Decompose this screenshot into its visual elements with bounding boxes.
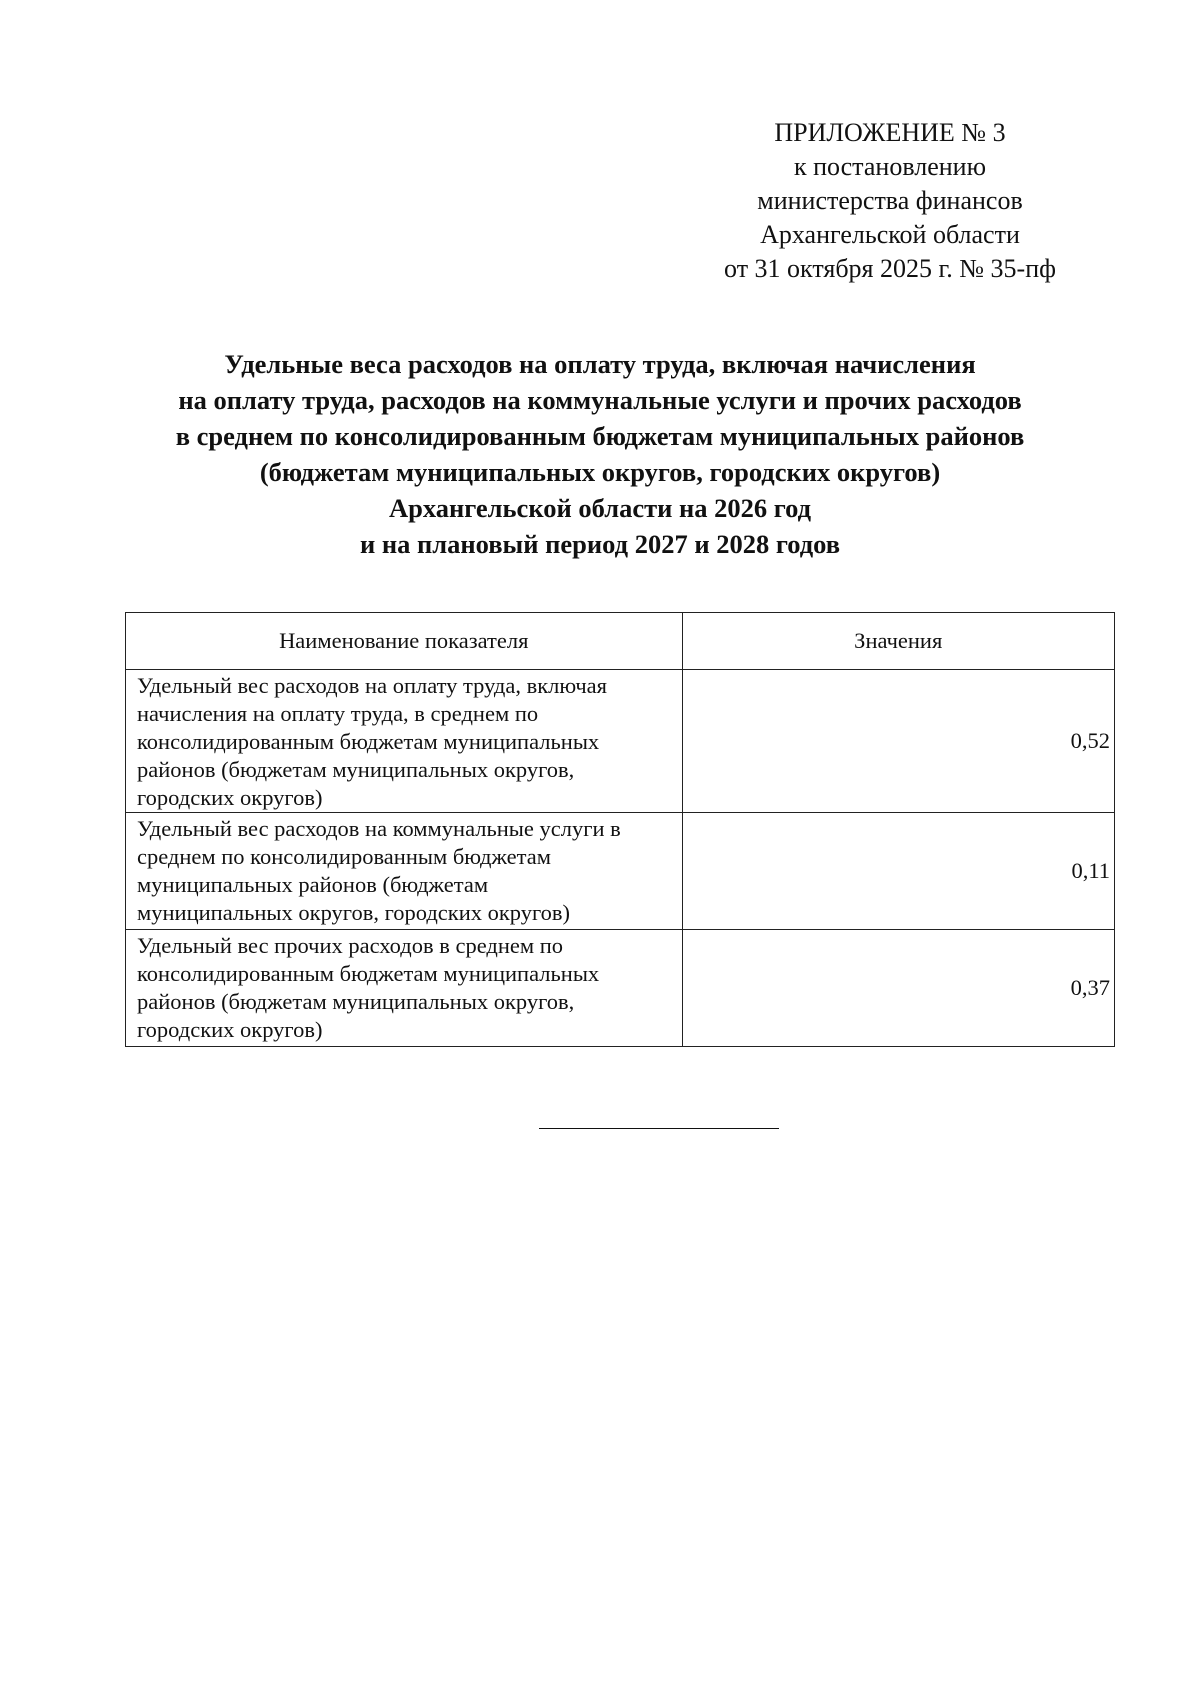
indicator-name-line: среднем по консолидированным бюджетам: [137, 844, 551, 869]
indicator-name-line: консолидированным бюджетам муниципальных: [137, 961, 600, 986]
indicator-value-cell: 0,52: [682, 670, 1115, 813]
indicator-name-line: Удельный вес прочих расходов в среднем по: [137, 933, 564, 958]
end-of-document-divider: [539, 1128, 779, 1129]
appendix-issuer: министерства финансов: [757, 186, 1023, 215]
indicator-name-line: начисления на оплату труда, в среднем по: [137, 701, 539, 726]
appendix-number: ПРИЛОЖЕНИЕ № 3: [774, 118, 1006, 147]
appendix-block: [680, 116, 1100, 286]
appendix-reference: к постановлению: [793, 152, 987, 181]
indicator-name-cell: [126, 930, 683, 1047]
table-row: [126, 813, 1115, 930]
indicator-name-line: районов (бюджетам муниципальных округов,: [137, 757, 575, 782]
column-header-name: Наименование показателя: [126, 613, 683, 670]
indicator-value-cell: 0,11: [682, 813, 1115, 930]
indicators-table: [125, 612, 1115, 1047]
title-line: в среднем по консолидированным бюджетам муниципальных районов: [175, 421, 1025, 451]
indicator-name-cell: [126, 813, 683, 930]
indicator-name-line: муниципальных округов, городских округов): [137, 900, 571, 925]
indicator-name-cell: [126, 670, 683, 813]
title-line: на оплату труда, расходов на коммунальные услуги и прочих расходов: [178, 385, 1022, 415]
appendix-date: от 31 октября 2025 г. № 35-пф: [724, 254, 1056, 283]
title-line: и на плановый период 2027 и 2028 годов: [359, 529, 841, 559]
document-title: [120, 346, 1080, 562]
indicator-value-cell: 0,37: [682, 930, 1115, 1047]
indicator-name-line: городских округов): [137, 785, 323, 810]
indicator-name-line: городских округов): [137, 1017, 323, 1042]
column-header-value: Значения: [682, 613, 1115, 670]
appendix-region: Архангельской области: [760, 220, 1020, 249]
title-line: (бюджетам муниципальных округов, городских округов): [259, 457, 941, 487]
table-row: [126, 930, 1115, 1047]
indicator-name-line: Удельный вес расходов на коммунальные услуги в: [137, 816, 621, 841]
indicator-name-line: Удельный вес расходов на оплату труда, включая: [137, 673, 607, 698]
indicator-name-line: муниципальных районов (бюджетам: [137, 872, 489, 897]
indicator-name-line: консолидированным бюджетам муниципальных: [137, 729, 600, 754]
title-line: Удельные веса расходов на оплату труда, включая начисления: [224, 349, 976, 379]
table-header-row: [126, 613, 1115, 670]
indicator-name-line: районов (бюджетам муниципальных округов,: [137, 989, 575, 1014]
table-row: [126, 670, 1115, 813]
title-line: Архангельской области на 2026 год: [388, 493, 812, 523]
